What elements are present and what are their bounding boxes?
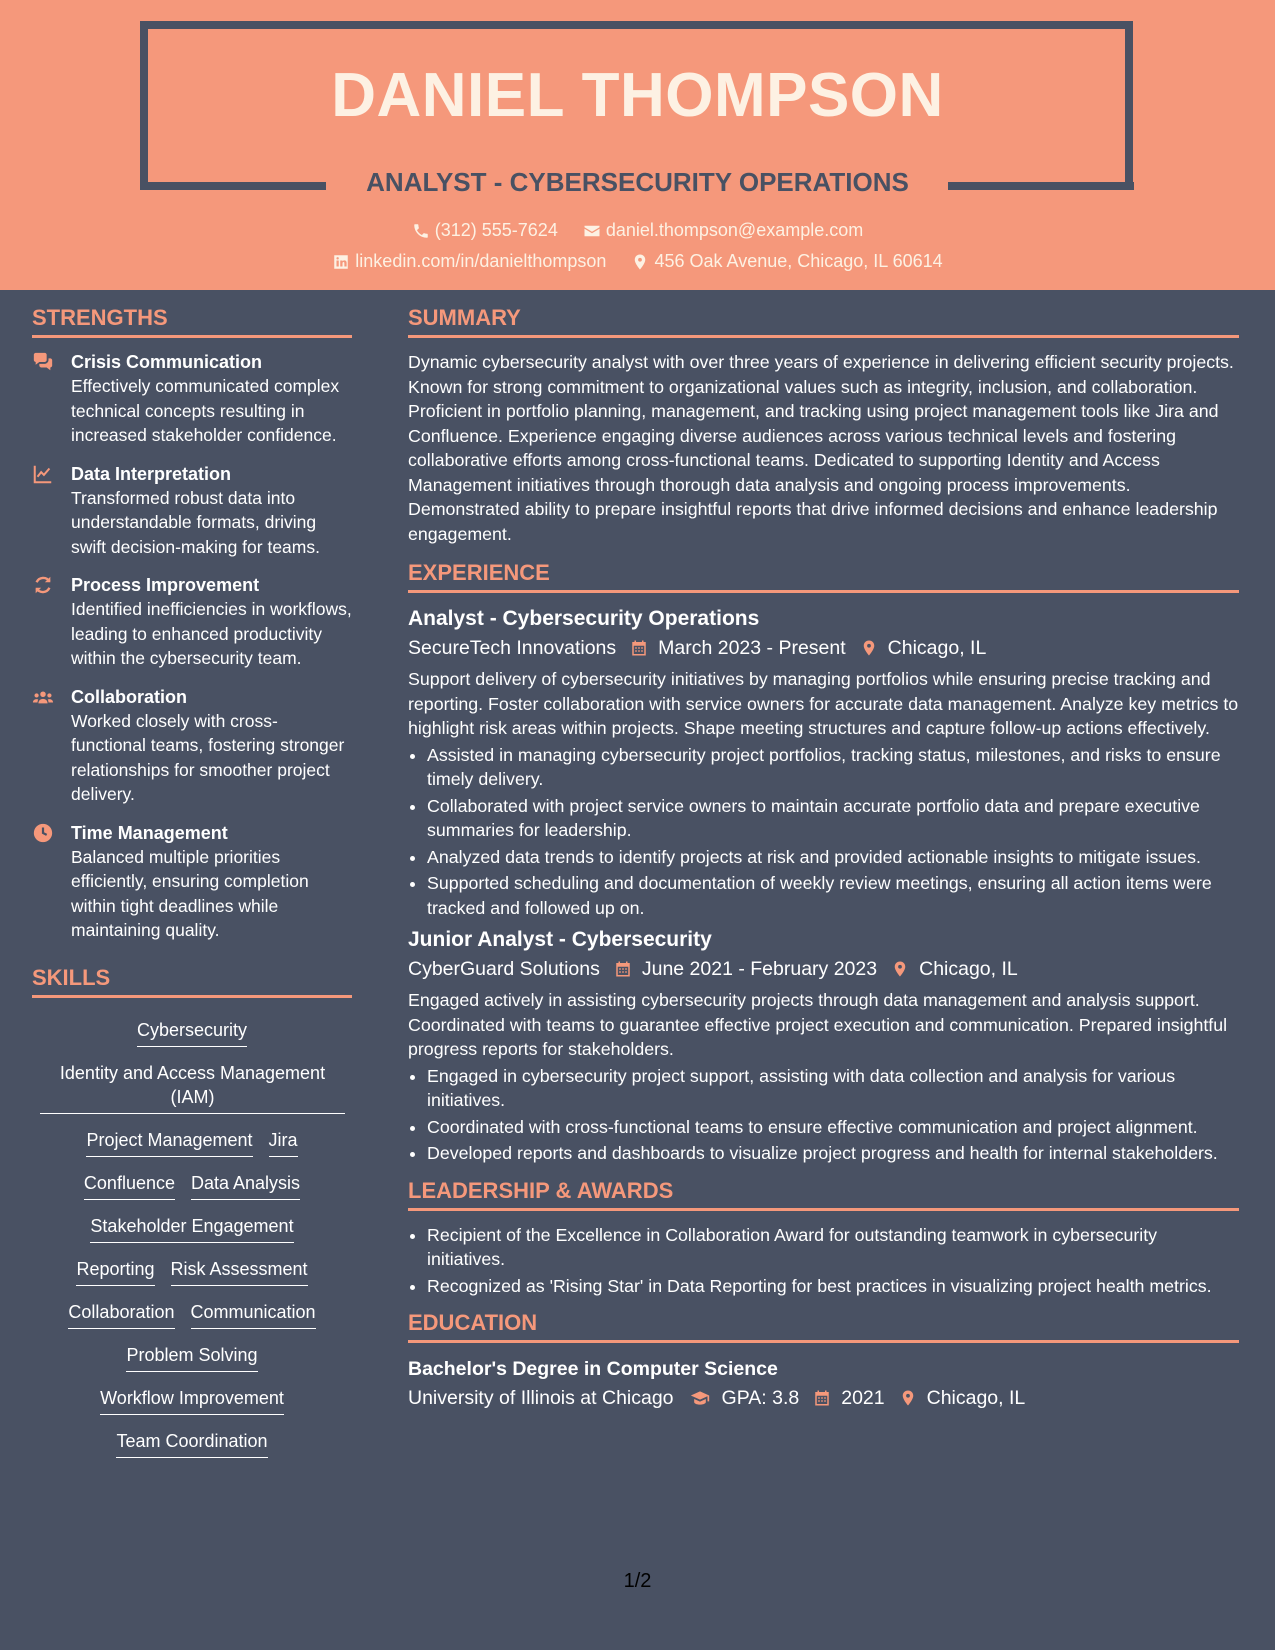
strength-title: Process Improvement: [71, 575, 260, 595]
clock-icon: [32, 822, 54, 844]
job-bullet: • Assisted in managing cybersecurity project portfolios, tracking status, milestones, and risks to ensure timely delivery.: [427, 743, 1239, 792]
header-banner: [0, 0, 1275, 290]
linkedin-icon: [332, 253, 350, 271]
phone-icon: [412, 222, 430, 240]
skill-tag: Team Coordination: [116, 1429, 267, 1458]
left-column: [32, 305, 352, 1472]
strength-desc: Transformed robust data into understandable formats, driving swift decision-making for teams.: [71, 487, 320, 557]
job-location: [860, 633, 987, 663]
strengths-heading: STRENGTHS: [32, 305, 352, 338]
strength-item: [32, 821, 352, 943]
address-text: 456 Oak Avenue, Chicago, IL 60614: [654, 251, 943, 271]
awards-heading: LEADERSHIP & AWARDS: [408, 1178, 1239, 1211]
linkedin-contact[interactable]: [332, 251, 606, 272]
users-icon: [32, 686, 54, 708]
job-bullet: • Developed reports and dashboards to visualize project progress and health for internal stakeholders.: [427, 1141, 1239, 1166]
strength-title: Time Management: [71, 822, 228, 843]
skill-tag: Confluence: [84, 1171, 175, 1200]
skill-tag: Communication: [191, 1300, 316, 1329]
email-text: daniel.thompson@example.com: [605, 220, 864, 240]
envelope-icon: [583, 222, 601, 240]
job-description: Support delivery of cybersecurity initiatives by managing portfolios while ensuring precise tracking and reporting. Foster collaboration with service owners for accurate data management. Analyze key metrics to highlight risk areas within projects. Shape meeting structures and capture follow-up actions effectively.: [408, 669, 1239, 738]
job-dates: [630, 633, 846, 663]
skills-list: [32, 1010, 352, 1458]
job-bullets: [408, 1064, 1239, 1166]
linkedin-text: linkedin.com/in/danielthompson: [355, 251, 607, 271]
job-entry: [408, 926, 1239, 1166]
job-entry: [408, 605, 1239, 920]
job-description: Engaged actively in assisting cybersecurity projects through data management and analysis support. Coordinated with teams to guarantee effective project execution and communication. Prepared insightful progress reports for stakeholders.: [408, 990, 1228, 1059]
email-contact[interactable]: [583, 220, 863, 241]
map-marker-icon: [891, 959, 909, 979]
job-dates-text: March 2023 - Present: [658, 637, 846, 659]
strength-title: Collaboration: [71, 686, 187, 707]
education-year: [813, 1383, 884, 1413]
job-title: Analyst - Cybersecurity Operations: [408, 607, 760, 630]
job-bullets: [408, 743, 1239, 921]
job-bullet: • Engaged in cybersecurity project support, assisting with data collection and analysis for various initiatives.: [427, 1064, 1239, 1113]
comments-icon: [32, 351, 54, 373]
education-location: [899, 1383, 1026, 1413]
job-meta: [408, 954, 1239, 984]
strength-desc: Balanced multiple priorities efficiently, ensuring completion within tight deadlines while maintaining quality.: [71, 846, 309, 940]
strength-title: Data Interpretation: [71, 463, 232, 484]
phone-text: (312) 555-7624: [434, 220, 558, 240]
chart-line-icon: [32, 463, 54, 485]
skill-tag: Jira: [269, 1128, 298, 1157]
job-bullet: • Analyzed data trends to identify projects at risk and provided actionable insights to mitigate issues.: [427, 845, 1239, 870]
map-marker-icon: [860, 638, 878, 658]
degree-title: Bachelor's Degree in Computer Science: [408, 1358, 778, 1380]
job-dates-text: June 2021 - February 2023: [641, 958, 878, 980]
map-marker-icon: [899, 1388, 917, 1408]
summary-heading: SUMMARY: [408, 305, 1239, 338]
skill-tag: Stakeholder Engagement: [90, 1214, 293, 1243]
contact-row-1: [0, 220, 1275, 245]
summary-text: Dynamic cybersecurity analyst with over three years of experience in delivering efficient security projects. Known for strong commitment to organizational values such as integrity, inclusion, and collaboration. Proficient in portfolio planning, management, and tracking using project management tools like Jira and Confluence. Experience engaging diverse audiences across various technical levels and fostering collaborative efforts among cross-functional teams. Dedicated to supporting Identity and Access Management initiatives through thorough data analysis and ongoing process improvements. Demonstrated ability to prepare insightful reports that drive informed decisions and enhance leadership engagement.: [408, 352, 1234, 544]
job-bullet: • Coordinated with cross-functional teams to ensure effective communication and project alignment.: [427, 1115, 1239, 1140]
strength-desc: Effectively communicated complex technical concepts resulting in increased stakeholder confidence.: [71, 376, 340, 445]
job-location-text: Chicago, IL: [919, 958, 1018, 980]
skill-tag: Risk Assessment: [171, 1257, 308, 1286]
address-contact: [631, 251, 942, 272]
skill-tag: Project Management: [86, 1128, 252, 1157]
award-item: • Recipient of the Excellence in Collaboration Award for outstanding teamwork in cybersecurity initiatives.: [427, 1223, 1239, 1272]
candidate-title: ANALYST - CYBERSECURITY OPERATIONS: [366, 167, 909, 197]
year-text: 2021: [841, 1387, 885, 1409]
job-title: Junior Analyst - Cybersecurity: [408, 928, 712, 951]
strength-item: [32, 685, 352, 807]
skill-tag: Data Analysis: [191, 1171, 300, 1200]
award-item: • Recognized as 'Rising Star' in Data Reporting for best practices in visualizing project health metrics.: [427, 1274, 1239, 1299]
school-name: University of Illinois at Chicago: [408, 1387, 674, 1409]
skill-tag: Problem Solving: [126, 1343, 257, 1372]
job-meta: [408, 633, 1239, 663]
calendar-icon: [614, 959, 632, 979]
strength-item: [32, 573, 352, 671]
phone-contact[interactable]: [412, 220, 558, 241]
strength-item: [32, 350, 352, 448]
sync-icon: [32, 574, 54, 596]
contact-row-2: [0, 251, 1275, 276]
strength-item: [32, 462, 352, 560]
strength-title: Crisis Communication: [71, 352, 263, 372]
education-heading: EDUCATION: [408, 1310, 1239, 1343]
job-dates: [614, 954, 877, 984]
skill-tag: Identity and Access Management (IAM): [40, 1061, 345, 1114]
page-number: 1/2: [623, 1570, 652, 1592]
calendar-icon: [813, 1388, 831, 1408]
candidate-name: DANIEL THOMPSON: [331, 61, 944, 130]
calendar-icon: [630, 638, 648, 658]
job-bullet: • Supported scheduling and documentation of weekly review meetings, ensuring all action items were tracked and followed up on.: [427, 871, 1239, 920]
skill-tag: Workflow Improvement: [100, 1386, 284, 1415]
education-location-text: Chicago, IL: [926, 1387, 1026, 1409]
skill-tag: Reporting: [76, 1257, 154, 1286]
experience-heading: EXPERIENCE: [408, 560, 1239, 593]
strength-desc: Worked closely with cross-functional teams, fostering stronger relationships for smoother project delivery.: [71, 710, 345, 804]
job-bullet: • Collaborated with project service owners to maintain accurate portfolio data and prepare executive summaries for leadership.: [427, 794, 1239, 843]
education-gpa: [688, 1383, 800, 1413]
job-location: [891, 954, 1018, 984]
education-meta: [408, 1383, 1239, 1413]
skill-tag: Collaboration: [68, 1300, 174, 1329]
job-location-text: Chicago, IL: [887, 637, 987, 659]
right-column: [408, 305, 1239, 1417]
awards-list: [408, 1223, 1239, 1299]
skills-heading: SKILLS: [32, 965, 352, 998]
graduation-cap-icon: [688, 1388, 712, 1408]
map-marker-icon: [631, 253, 649, 271]
gpa-text: GPA: 3.8: [721, 1387, 800, 1409]
company-name: CyberGuard Solutions: [408, 958, 600, 980]
company-name: SecureTech Innovations: [408, 637, 617, 659]
skill-tag: Cybersecurity: [137, 1018, 247, 1047]
strength-desc: Identified inefficiencies in workflows, leading to enhanced productivity within the cybersecurity team.: [71, 599, 352, 668]
